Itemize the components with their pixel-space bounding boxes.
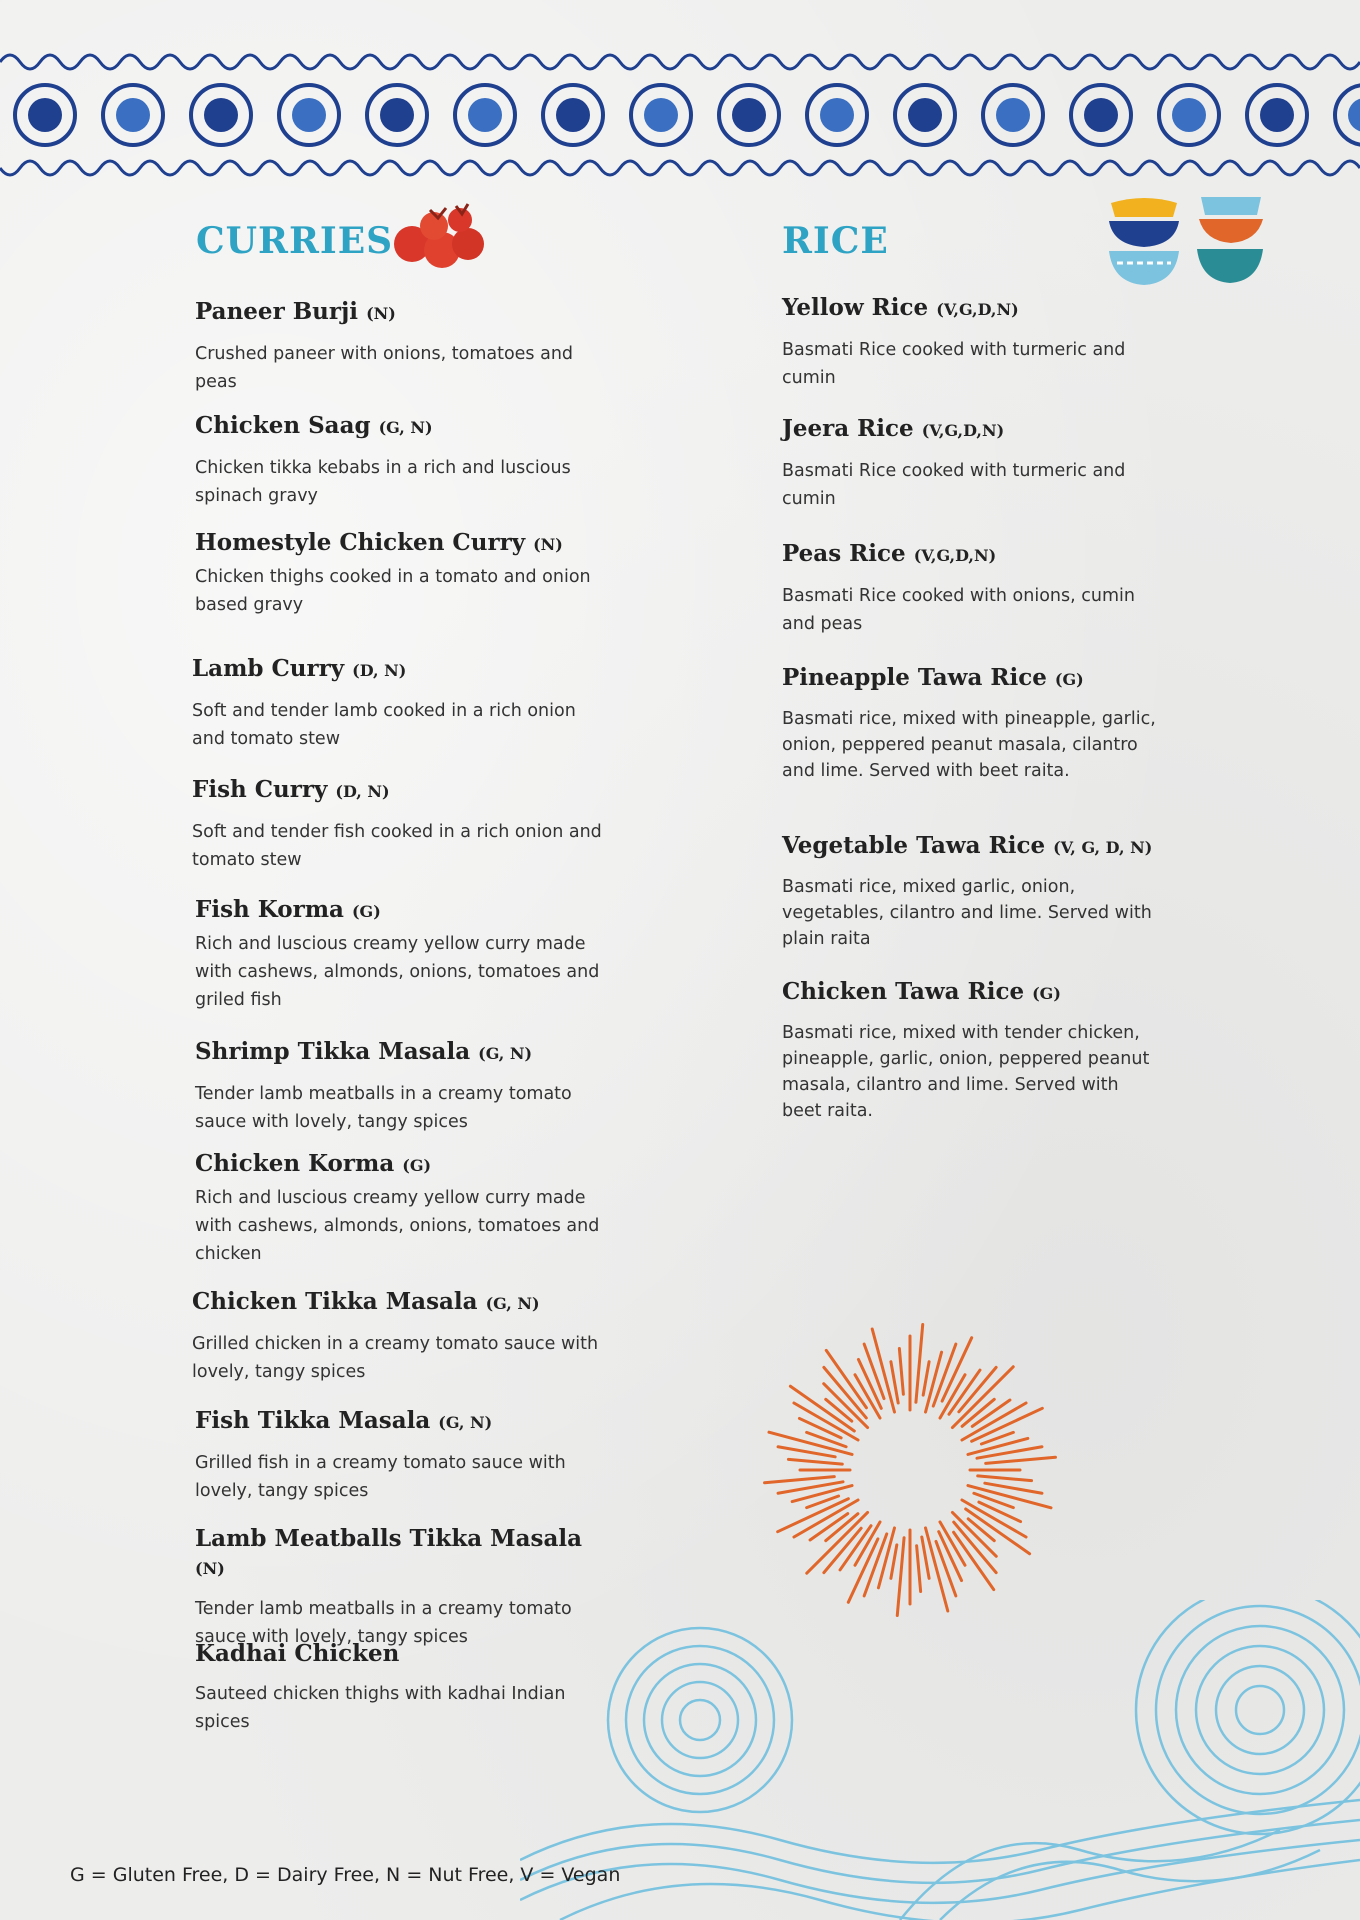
- rice-item: [782, 540, 1162, 638]
- rice-item: [782, 832, 1162, 952]
- curry-item-description: Chicken tikka kebabs in a rich and luscious spinach gravy: [195, 458, 571, 506]
- rice-item: [782, 294, 1162, 392]
- curry-item: [195, 1150, 615, 1268]
- tomatoes-icon: [390, 200, 490, 272]
- curry-item-name: Chicken Korma (G): [195, 1150, 432, 1177]
- sunburst-decoration: [740, 1310, 1080, 1630]
- rice-item-name: Vegetable Tawa Rice (V, G, D, N): [782, 832, 1153, 859]
- curry-item-description: Rich and luscious creamy yellow curry made with cashews, almonds, onions, tomatoes and chicken: [195, 1188, 600, 1264]
- rice-item-name: Pineapple Tawa Rice (G): [782, 664, 1084, 691]
- curry-item-description: Grilled chicken in a creamy tomato sauce with lovely, tangy spices: [192, 1334, 599, 1382]
- curry-item-name: Chicken Saag (G, N): [195, 412, 433, 439]
- wave-decoration: [520, 1600, 1360, 1920]
- curry-item: [195, 1407, 615, 1505]
- bowls-icon: [1105, 193, 1265, 298]
- curry-item-name: Homestyle Chicken Curry (N): [195, 529, 563, 556]
- curry-item: [192, 776, 612, 874]
- rice-item-name: Jeera Rice (V,G,D,N): [782, 415, 1005, 442]
- curry-item-description: Crushed paneer with onions, tomatoes and peas: [195, 344, 574, 392]
- rice-item: [782, 978, 1162, 1124]
- curry-item: [195, 412, 615, 510]
- curry-item-name: Fish Korma (G): [195, 896, 381, 923]
- curry-item-description: Sauteed chicken thighs with kadhai Indian spices: [195, 1684, 566, 1732]
- curries-title: CURRIES: [196, 220, 394, 262]
- curry-item: [195, 298, 615, 396]
- curry-item-name: Shrimp Tikka Masala (G, N): [195, 1038, 533, 1065]
- rice-item: [782, 664, 1162, 784]
- rice-item-description: Basmati rice, mixed with tender chicken, pineapple, garlic, onion, peppered peanut masala, cilantro and lime. Served with beet raita.: [782, 1023, 1150, 1121]
- curry-item-name: Lamb Curry (D, N): [192, 655, 407, 682]
- rice-item-description: Basmati rice, mixed with pineapple, garlic, onion, peppered peanut masala, cilantro and lime. Served with beet raita.: [782, 709, 1156, 781]
- curry-item: [195, 1525, 615, 1651]
- curry-item-description: Tender lamb meatballs in a creamy tomato sauce with lovely, tangy spices: [195, 1599, 572, 1647]
- rice-item-name: Yellow Rice (V,G,D,N): [782, 294, 1019, 321]
- curry-item: [195, 1640, 615, 1736]
- curry-item: [195, 529, 615, 619]
- curry-item-name: Lamb Meatballs Tikka Masala (N): [195, 1525, 583, 1578]
- rice-title: RICE: [782, 220, 889, 262]
- rice-item: [782, 415, 1162, 513]
- curry-item-description: Soft and tender fish cooked in a rich onion and tomato stew: [192, 822, 602, 870]
- curry-item-description: Tender lamb meatballs in a creamy tomato sauce with lovely, tangy spices: [195, 1084, 572, 1132]
- rice-item-description: Basmati rice, mixed garlic, onion, vegetables, cilantro and lime. Served with plain raita: [782, 877, 1152, 949]
- curry-item-name: Chicken Tikka Masala (G, N): [192, 1288, 540, 1315]
- curry-item-name: Kadhai Chicken: [195, 1640, 400, 1667]
- rice-item-description: Basmati Rice cooked with turmeric and cumin: [782, 461, 1126, 509]
- curry-item-description: Soft and tender lamb cooked in a rich onion and tomato stew: [192, 701, 576, 749]
- curry-item-name: Fish Curry (D, N): [192, 776, 390, 803]
- curry-item-name: Paneer Burji (N): [195, 298, 396, 325]
- curry-item-description: Rich and luscious creamy yellow curry made with cashews, almonds, onions, tomatoes and griled fish: [195, 934, 600, 1010]
- curry-item-name: Fish Tikka Masala (G, N): [195, 1407, 493, 1434]
- curry-item-description: Grilled fish in a creamy tomato sauce with lovely, tangy spices: [195, 1453, 566, 1501]
- curry-item: [192, 1288, 612, 1386]
- rice-item-name: Peas Rice (V,G,D,N): [782, 540, 997, 567]
- decorative-border: [0, 40, 1360, 190]
- dietary-legend: G = Gluten Free, D = Dairy Free, N = Nut Free, V = Vegan: [70, 1864, 621, 1886]
- curry-item: [195, 896, 615, 1014]
- rice-item-name: Chicken Tawa Rice (G): [782, 978, 1061, 1005]
- curry-item: [195, 1038, 615, 1136]
- curry-item: [192, 655, 612, 753]
- rice-item-description: Basmati Rice cooked with turmeric and cumin: [782, 340, 1126, 388]
- curry-item-description: Chicken thighs cooked in a tomato and onion based gravy: [195, 567, 591, 615]
- rice-item-description: Basmati Rice cooked with onions, cumin and peas: [782, 586, 1135, 634]
